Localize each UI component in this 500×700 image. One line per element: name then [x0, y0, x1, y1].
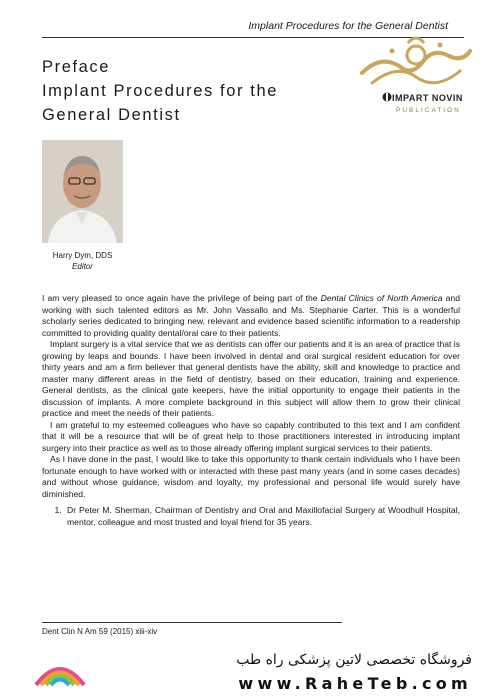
rainbow-logo-icon — [30, 651, 90, 691]
acknowledgment-list — [42, 505, 460, 528]
journal-title: Dental Clinics of North America — [320, 293, 443, 303]
citation: Dent Clin N Am 59 (2015) xiii-xiv — [42, 627, 158, 636]
publisher-subtitle: PUBLICATION — [396, 107, 461, 114]
ornament-icon — [352, 33, 480, 93]
paragraph-2: Implant surgery is a vital service that we as dentists can offer our patients and it is an area of practice that is growing by leaps and bounds. I have been involved in dental and oral surgical resident education for over thirty years and am a firm believer that general dentists have the ability, skill and knowledge to practice and master many different areas in the field of dentistry, based on their education, training and experience. General dentists, as the clinical gate keepers, have the initial opportunity to engage their patients in the discussion of implants. A more complete background in this subject will allow them to grow their clinical practice and meet the needs of their patients. — [42, 339, 460, 418]
publisher-brand: IMPART NOVIN — [392, 93, 463, 103]
title-line-2: General Dentist — [42, 106, 181, 124]
preface-title — [42, 55, 278, 127]
preface-body — [42, 293, 460, 528]
paragraph-1-text-a: I am very pleased to once again have the privilege of being part of the — [42, 293, 321, 303]
author-caption — [42, 250, 123, 272]
author-role: Editor — [72, 262, 93, 271]
paragraph-4: As I have done in the past, I would like to take this opportunity to thank certain individuals who I have been fortunate enough to have worked with or interacted with these past many years (and in some cases decades) and without whose guidance, wisdom and loyalty, my professional and personal life would surely have diminished. — [42, 454, 460, 499]
crossmark-icon — [382, 91, 392, 103]
author-name: Harry Dym, DDS — [52, 251, 113, 260]
running-header: Implant Procedures for the General Dentist — [248, 20, 448, 32]
list-item: 1. Dr Peter M. Sherman, Chairman of Dentistry and Oral and Maxillofacial Surgery at Woodhull Hospital, mentor, colleague and most trusted and loyal friend for 35 years. — [64, 505, 460, 528]
watermark-persian: فروشگاه تخصصی لاتین پزشکی راه طب — [236, 652, 472, 668]
preface-label: Preface — [42, 58, 111, 76]
publisher-logo — [352, 33, 480, 119]
paragraph-1 — [42, 293, 460, 339]
title-line-1: Implant Procedures for the — [42, 82, 279, 100]
author-photo — [42, 140, 123, 243]
watermark-url[interactable]: www.RaheTeb.com — [238, 674, 472, 693]
paragraph-1-text-b: and working with such talented editors as Mr. John Vassallo and Ms. Stephanie Carter. This is a wonderful scholarly series dedicated to bringing new, relevant and evidence based scientific information to a readership committed to providing quality dental/oral care to their patients. — [42, 293, 460, 338]
paragraph-3: I am grateful to my esteemed colleagues who have so capably contributed to this text and I am confident that it will be a resource that will be of great help to those practitioners interested in introducing implant surgery into their practice as well as to those already offering implant surgical services to their patients. — [42, 419, 460, 453]
footer-rule — [42, 622, 342, 623]
